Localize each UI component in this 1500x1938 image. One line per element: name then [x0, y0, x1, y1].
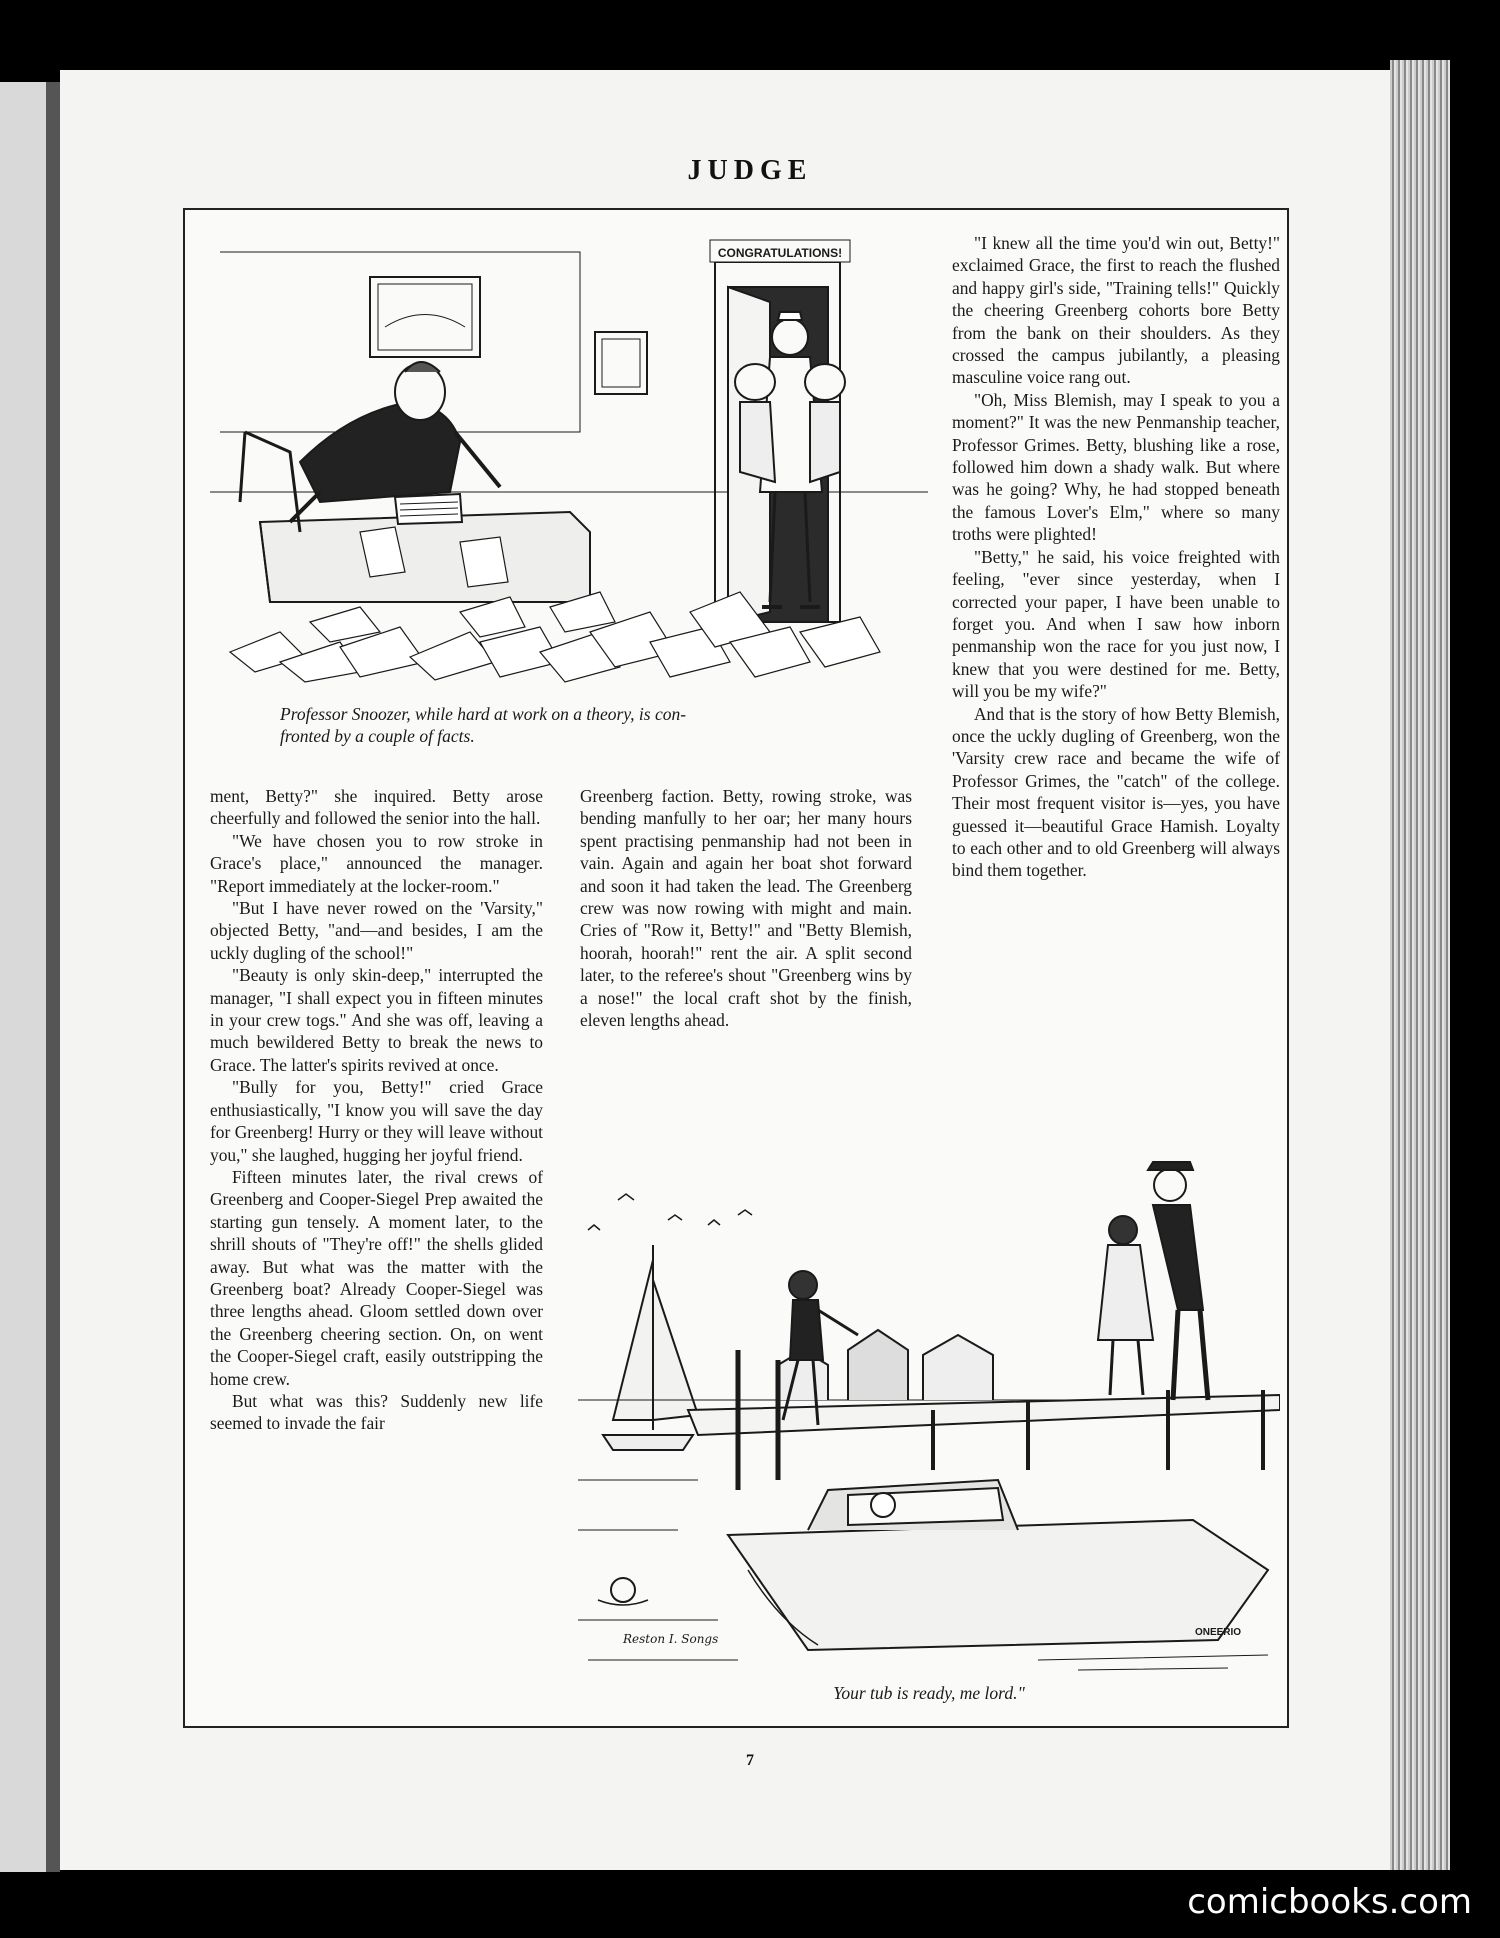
- cartoon-dock-illustration: [578, 1150, 1280, 1680]
- paragraph: "Beauty is only skin-deep," interrupted the manager, "I shall expect you in fifteen minutes in your crew togs." And she was off, leaving a much bewildered Betty to break the news to Grace. The latter's spirits revived at once.: [210, 965, 543, 1075]
- paragraph: But what was this? Suddenly new life seemed to invade the fair: [210, 1390, 543, 1434]
- paragraph: "We have chosen you to row stroke in Grace's place," announced the manager. "Report immediately at the locker-room.": [210, 830, 543, 896]
- paragraph: ment, Betty?" she inquired. Betty arose cheerfully and followed the senior into the hall.: [210, 786, 543, 829]
- page-number: 7: [746, 1752, 754, 1769]
- page-stack-edge: [1390, 60, 1450, 1870]
- paragraph: "Betty," he said, his voice freighted with feeling, "ever since yesterday, when I corrected your paper, I have been unable to forget you. And when I saw how inborn penmanship won the race for you just now, I knew that you were destined for me. Betty, will you be my wife?": [952, 546, 1280, 702]
- paragraph: Fifteen minutes later, the rival crews of Greenberg and Cooper-Siegel Prep awaited the starting gun tensely. A moment later, to the shrill shouts of "They're off!" the shells glided away. But what was the matter with the Greenberg boat? Already Cooper-Siegel was three lengths ahead. Gloom settled down over the Greenberg cheering section. On, on went the Cooper-Siegel craft, easily outstripping the home crew.: [210, 1166, 543, 1389]
- paragraph: "I knew all the time you'd win out, Betty!" exclaimed Grace, the first to reach the flushed and happy girl's side, "Training tells!" Quickly the cheering Greenberg cohorts bore Betty from the bank on their shoulders. As they crossed the campus jubilantly, a pleasing masculine voice rang out.: [952, 233, 1280, 388]
- boat-name: ONEERIO: [1194, 1627, 1242, 1638]
- cartoon-dock-caption: Your tub is ready, me lord.": [833, 1683, 1025, 1703]
- paragraph: "But I have never rowed on the 'Varsity," objected Betty, "and—and besides, I am the uckly dugling of the school!": [210, 898, 543, 963]
- paragraph: "Bully for you, Betty!" cried Grace enthusiastically, "I know you will save the day for Greenberg! Hurry or they will leave without you," she laughed, hugging her joyful friend.: [210, 1077, 543, 1165]
- paragraph: Greenberg faction. Betty, rowing stroke, was bending manfully to her oar; her many hours spent practising penmanship had not been in vain. Again and again her boat shot forward and soon it had taken the lead. The Greenberg crew was now rowing with might and main. Cries of "Row it, Betty!" and "Betty Blemish, hoorah, hoorah!" rent the air. A split second later, to the referee's shout "Greenberg wins by a nose!" the local craft shot by the finish, eleven lengths ahead.: [580, 786, 912, 1031]
- left-page-edge: [0, 82, 46, 1872]
- cartoon-professor-illustration: [210, 232, 928, 687]
- article-column-middle: [580, 785, 912, 1031]
- paragraph: And that is the story of how Betty Blemish, once the uckly dugling of Greenberg, won the 'Varsity crew race and became the wife of Professor Grimes, the "catch" of the college. Their most frequent visitor is—yes, you have guessed it—beautiful Grace Hamish. Loyalty to each other and to old Greenberg will always bind them together.: [952, 703, 1280, 881]
- caption-line-1: Professor Snoozer, while hard at work on a theory, is con-: [280, 704, 687, 724]
- book-gutter: [46, 82, 60, 1872]
- cartoon-professor-caption: [280, 703, 900, 747]
- masthead: JUDGE: [687, 155, 813, 186]
- article-column-right: [952, 232, 1280, 882]
- congratulations-sign: CONGRATULATIONS!: [717, 246, 843, 260]
- article-column-left: [210, 785, 543, 1435]
- dock-cartoon-signature: Reston I. Songs: [623, 1632, 719, 1646]
- paragraph: "Oh, Miss Blemish, may I speak to you a moment?" It was the new Penmanship teacher, Professor Grimes. Betty, blushing like a rose, followed him down a shady walk. But where was he going? Why, he had stopped beneath the famous Lover's Elm," where so many troths were plighted!: [952, 389, 1280, 545]
- caption-line-2: fronted by a couple of facts.: [280, 726, 475, 746]
- watermark: comicbooks.com: [1187, 1882, 1472, 1922]
